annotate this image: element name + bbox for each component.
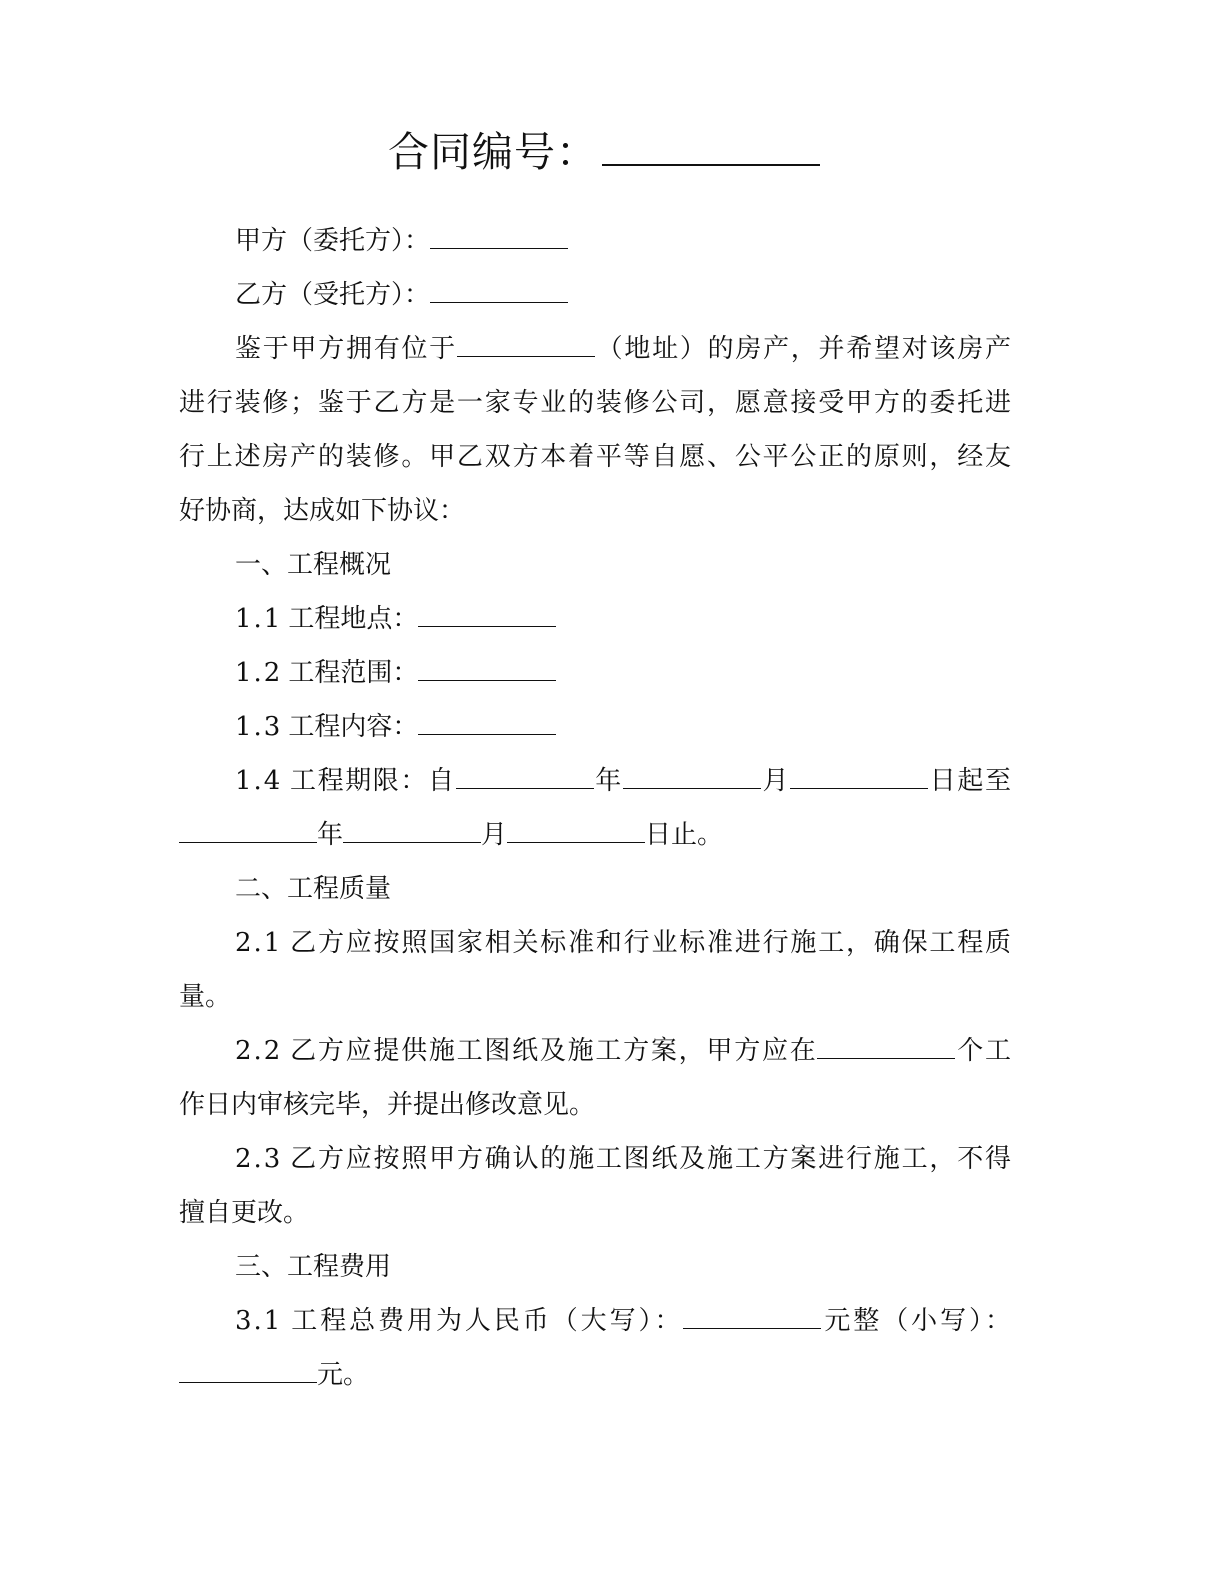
clause-number: 1.1 xyxy=(235,604,283,634)
clause-2-1 xyxy=(179,916,1011,970)
project-scope-blank[interactable] xyxy=(418,653,556,681)
clause-1-3 xyxy=(179,700,1011,754)
start-day-blank[interactable] xyxy=(790,761,928,789)
clause-text: 工程内容： xyxy=(288,712,419,742)
clause-2-2-cont: 作日内审核完毕，并提出修改意见。 xyxy=(179,1090,596,1120)
clause-text: 工程总费用为人民币（大写）： xyxy=(288,1306,684,1336)
clause-text: 元。 xyxy=(317,1360,370,1390)
section-1-heading: 一、工程概况 xyxy=(235,550,392,580)
review-days-blank[interactable] xyxy=(817,1031,955,1059)
clause-text: 元整（小写）： xyxy=(821,1306,1011,1336)
clause-2-3-cont: 擅自更改。 xyxy=(179,1198,310,1228)
start-month-blank[interactable] xyxy=(623,761,761,789)
clause-2-3 xyxy=(179,1132,1011,1186)
preamble-text: 鉴于甲方拥有位于 xyxy=(235,334,457,364)
party-b-label: 乙方（受托方）： xyxy=(235,280,431,310)
clause-1-4 xyxy=(179,754,1011,808)
amount-words-blank[interactable] xyxy=(683,1301,821,1329)
month-label: 月 xyxy=(760,766,791,796)
project-content-blank[interactable] xyxy=(418,707,556,735)
preamble-line-4: 好协商，达成如下协议： xyxy=(179,496,466,526)
clause-number: 1.2 xyxy=(235,658,283,688)
clause-number: 1.4 xyxy=(235,766,283,796)
project-location-blank[interactable] xyxy=(418,599,556,627)
address-blank[interactable] xyxy=(457,329,595,357)
party-a-label: 甲方（委托方）： xyxy=(235,226,431,256)
day-to-label: 日止。 xyxy=(645,820,724,850)
party-b-line xyxy=(179,268,1011,322)
end-year-blank[interactable] xyxy=(179,815,317,843)
clause-text: 工程期限：自 xyxy=(288,766,456,796)
clause-text: 工程地点： xyxy=(288,604,419,634)
page-title: 合同编号： xyxy=(388,128,598,176)
clause-text: 工程范围： xyxy=(288,658,419,688)
preamble-line-2: 进行装修；鉴于乙方是一家专业的装修公司，愿意接受甲方的委托进 xyxy=(179,388,1011,418)
section-2-heading: 二、工程质量 xyxy=(235,874,392,904)
clause-text: 个工 xyxy=(955,1036,1011,1066)
document-body xyxy=(179,214,1011,1402)
clause-3-1-cont xyxy=(179,1348,1011,1402)
end-day-blank[interactable] xyxy=(507,815,645,843)
start-year-blank[interactable] xyxy=(456,761,594,789)
clause-number: 2.1 xyxy=(235,928,283,958)
clause-1-4-cont xyxy=(179,808,1011,862)
preamble-line-3: 行上述房产的装修。甲乙双方本着平等自愿、公平公正的原则，经友 xyxy=(179,442,1011,472)
end-month-blank[interactable] xyxy=(343,815,481,843)
clause-1-2 xyxy=(179,646,1011,700)
clause-3-1 xyxy=(179,1294,1011,1348)
contract-number-blank[interactable] xyxy=(602,130,820,166)
clause-text: 乙方应按照甲方确认的施工图纸及施工方案进行施工，不得 xyxy=(288,1144,1011,1174)
clause-2-1-cont: 量。 xyxy=(179,982,232,1012)
clause-text: 乙方应按照国家相关标准和行业标准进行施工，确保工程质 xyxy=(288,928,1011,958)
amount-figures-blank[interactable] xyxy=(179,1355,317,1383)
contract-number-heading xyxy=(388,124,820,180)
clause-number: 2.2 xyxy=(235,1036,283,1066)
year-label: 年 xyxy=(317,820,344,850)
clause-number: 2.3 xyxy=(235,1144,283,1174)
preamble-text: （地址）的房产，并希望对该房产 xyxy=(594,334,1011,364)
preamble-line-1 xyxy=(179,322,1011,376)
party-a-blank[interactable] xyxy=(430,221,568,249)
clause-1-1 xyxy=(179,592,1011,646)
party-a-line xyxy=(179,214,1011,268)
section-3-heading: 三、工程费用 xyxy=(235,1252,392,1282)
clause-text: 乙方应提供施工图纸及施工方案，甲方应在 xyxy=(288,1036,818,1066)
clause-number: 3.1 xyxy=(235,1306,283,1336)
year-label: 年 xyxy=(593,766,623,796)
month-label: 月 xyxy=(481,820,508,850)
day-from-label: 日起至 xyxy=(928,766,1011,796)
party-b-blank[interactable] xyxy=(430,275,568,303)
clause-number: 1.3 xyxy=(235,712,283,742)
clause-2-2 xyxy=(179,1024,1011,1078)
